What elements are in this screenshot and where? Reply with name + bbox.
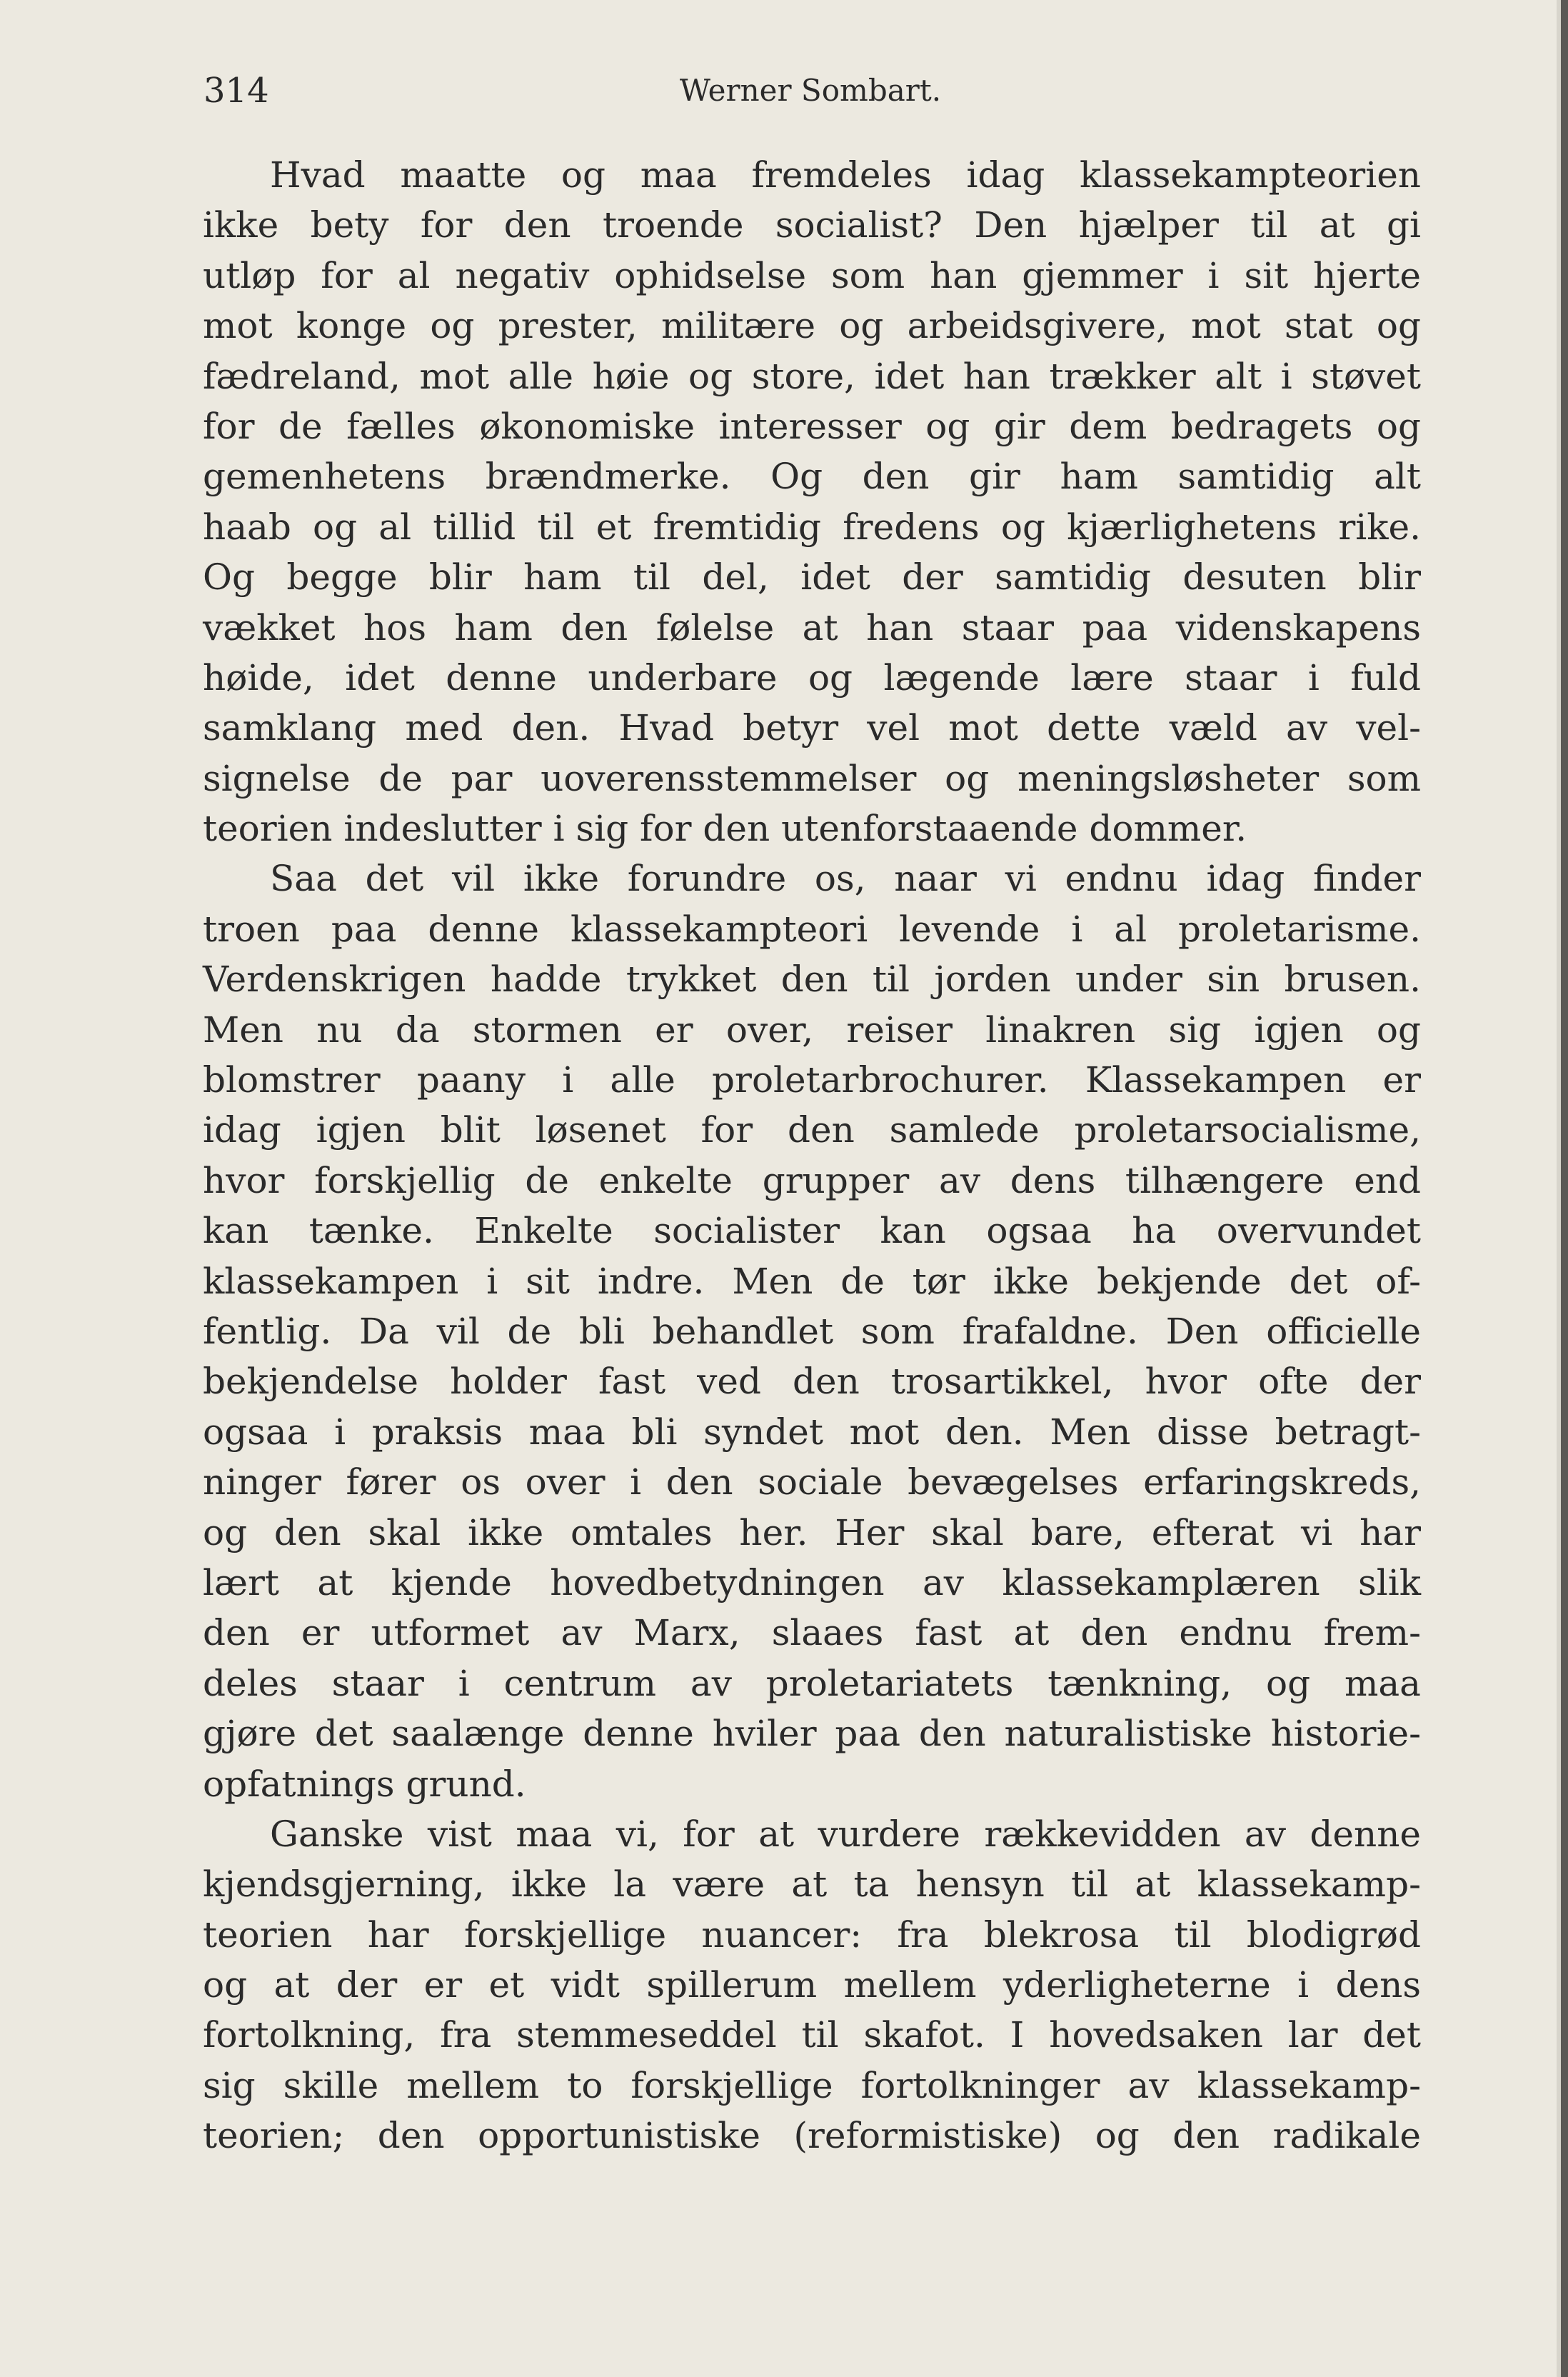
text-line: mot konge og prester, militære og arbeidsgivere, mot stat og	[203, 305, 1421, 347]
text-line: fortolkning, fra stemmeseddel til skafot. I hovedsaken lar det	[203, 2014, 1421, 2056]
text-line: deles staar i centrum av proletariatets tænkning, og maa	[203, 1662, 1421, 1704]
text-line: den er utformet av Marx, slaaes fast at den endnu frem-	[203, 1612, 1421, 1654]
text-line: vækket hos ham den følelse at han staar paa videnskapens	[203, 606, 1421, 649]
page-number: 314	[203, 71, 269, 111]
text-line: kan tænke. Enkelte socialister kan ogsaa ha overvundet	[203, 1210, 1421, 1252]
text-line: og den skal ikke omtales her. Her skal bare, efterat vi har	[203, 1511, 1421, 1553]
text-line: teorien har forskjellige nuancer: fra blekrosa til blodigrød	[203, 1913, 1421, 1956]
text-line: Men nu da stormen er over, reiser linakren sig igjen og	[203, 1009, 1421, 1051]
text-line: teorien; den opportunistiske (reformistiske) og den radikale	[203, 2115, 1421, 2157]
text-line: Verdenskrigen hadde trykket den til jorden under sin brusen.	[203, 959, 1421, 1001]
text-line: ninger fører os over i den sociale bevægelses erfaringskreds,	[203, 1461, 1421, 1503]
text-line: troen paa denne klassekampteori levende i al proletarisme.	[203, 908, 1421, 950]
text-line: klassekampen i sit indre. Men de tør ikke bekjende det of-	[203, 1260, 1421, 1302]
text-line: Saa det vil ikke forundre os, naar vi endnu idag finder	[270, 858, 1421, 900]
text-line: opfatnings grund.	[203, 1763, 526, 1805]
text-line: kjendsgjerning, ikke la være at ta hensyn til at klassekamp-	[203, 1863, 1421, 1906]
text-line: hvor forskjellig de enkelte grupper av dens tilhængere end	[203, 1159, 1421, 1201]
text-line: ogsaa i praksis maa bli syndet mot den. Men disse betragt-	[203, 1411, 1421, 1453]
text-line: fædreland, mot alle høie og store, idet han trækker alt i støvet	[203, 355, 1421, 397]
page-edge	[1561, 0, 1568, 2377]
running-title: Werner Sombart.	[679, 73, 942, 108]
text-line: gjøre det saalænge denne hviler paa den naturalistiske historie-	[203, 1713, 1421, 1755]
text-line: sig skille mellem to forskjellige fortolkninger av klassekamp-	[203, 2064, 1421, 2106]
text-line: lært at kjende hovedbetydningen av klassekamplæren slik	[203, 1561, 1421, 1603]
text-line: gemenhetens brændmerke. Og den gir ham samtidig alt	[203, 456, 1421, 498]
text-line: Ganske vist maa vi, for at vurdere rækkevidden av denne	[270, 1813, 1421, 1855]
text-line: og at der er et vidt spillerum mellem yderligheterne i dens	[203, 1964, 1421, 2006]
text-line: blomstrer paany i alle proletarbrochurer. Klassekampen er	[203, 1059, 1421, 1101]
body-text	[203, 150, 1421, 2161]
text-line: fentlig. Da vil de bli behandlet som frafaldne. Den officielle	[203, 1310, 1421, 1352]
text-line: Og begge blir ham til del, idet der samtidig desuten blir	[203, 556, 1421, 599]
text-line: teorien indeslutter i sig for den utenforstaaende dommer.	[203, 808, 1247, 850]
text-line: for de fælles økonomiske interesser og gir dem bedragets og	[203, 405, 1421, 447]
text-line: haab og al tillid til et fremtidig fredens og kjærlighetens rike.	[203, 506, 1421, 548]
text-line: Hvad maatte og maa fremdeles idag klassekampteorien	[270, 154, 1421, 196]
text-line: utløp for al negativ ophidselse som han gjemmer i sit hjerte	[203, 254, 1421, 296]
text-line: ikke bety for den troende socialist? Den hjælper til at gi	[203, 204, 1421, 246]
page-header	[203, 66, 1417, 116]
text-line: idag igjen blit løsenet for den samlede proletarsocialisme,	[203, 1109, 1421, 1151]
text-line: signelse de par uoverensstemmelser og meningsløsheter som	[203, 757, 1421, 799]
text-line: høide, idet denne underbare og lægende lære staar i fuld	[203, 656, 1421, 699]
text-line: bekjendelse holder fast ved den trosartikkel, hvor ofte der	[203, 1361, 1421, 1403]
text-line: samklang med den. Hvad betyr vel mot dette væld av vel-	[203, 707, 1421, 749]
